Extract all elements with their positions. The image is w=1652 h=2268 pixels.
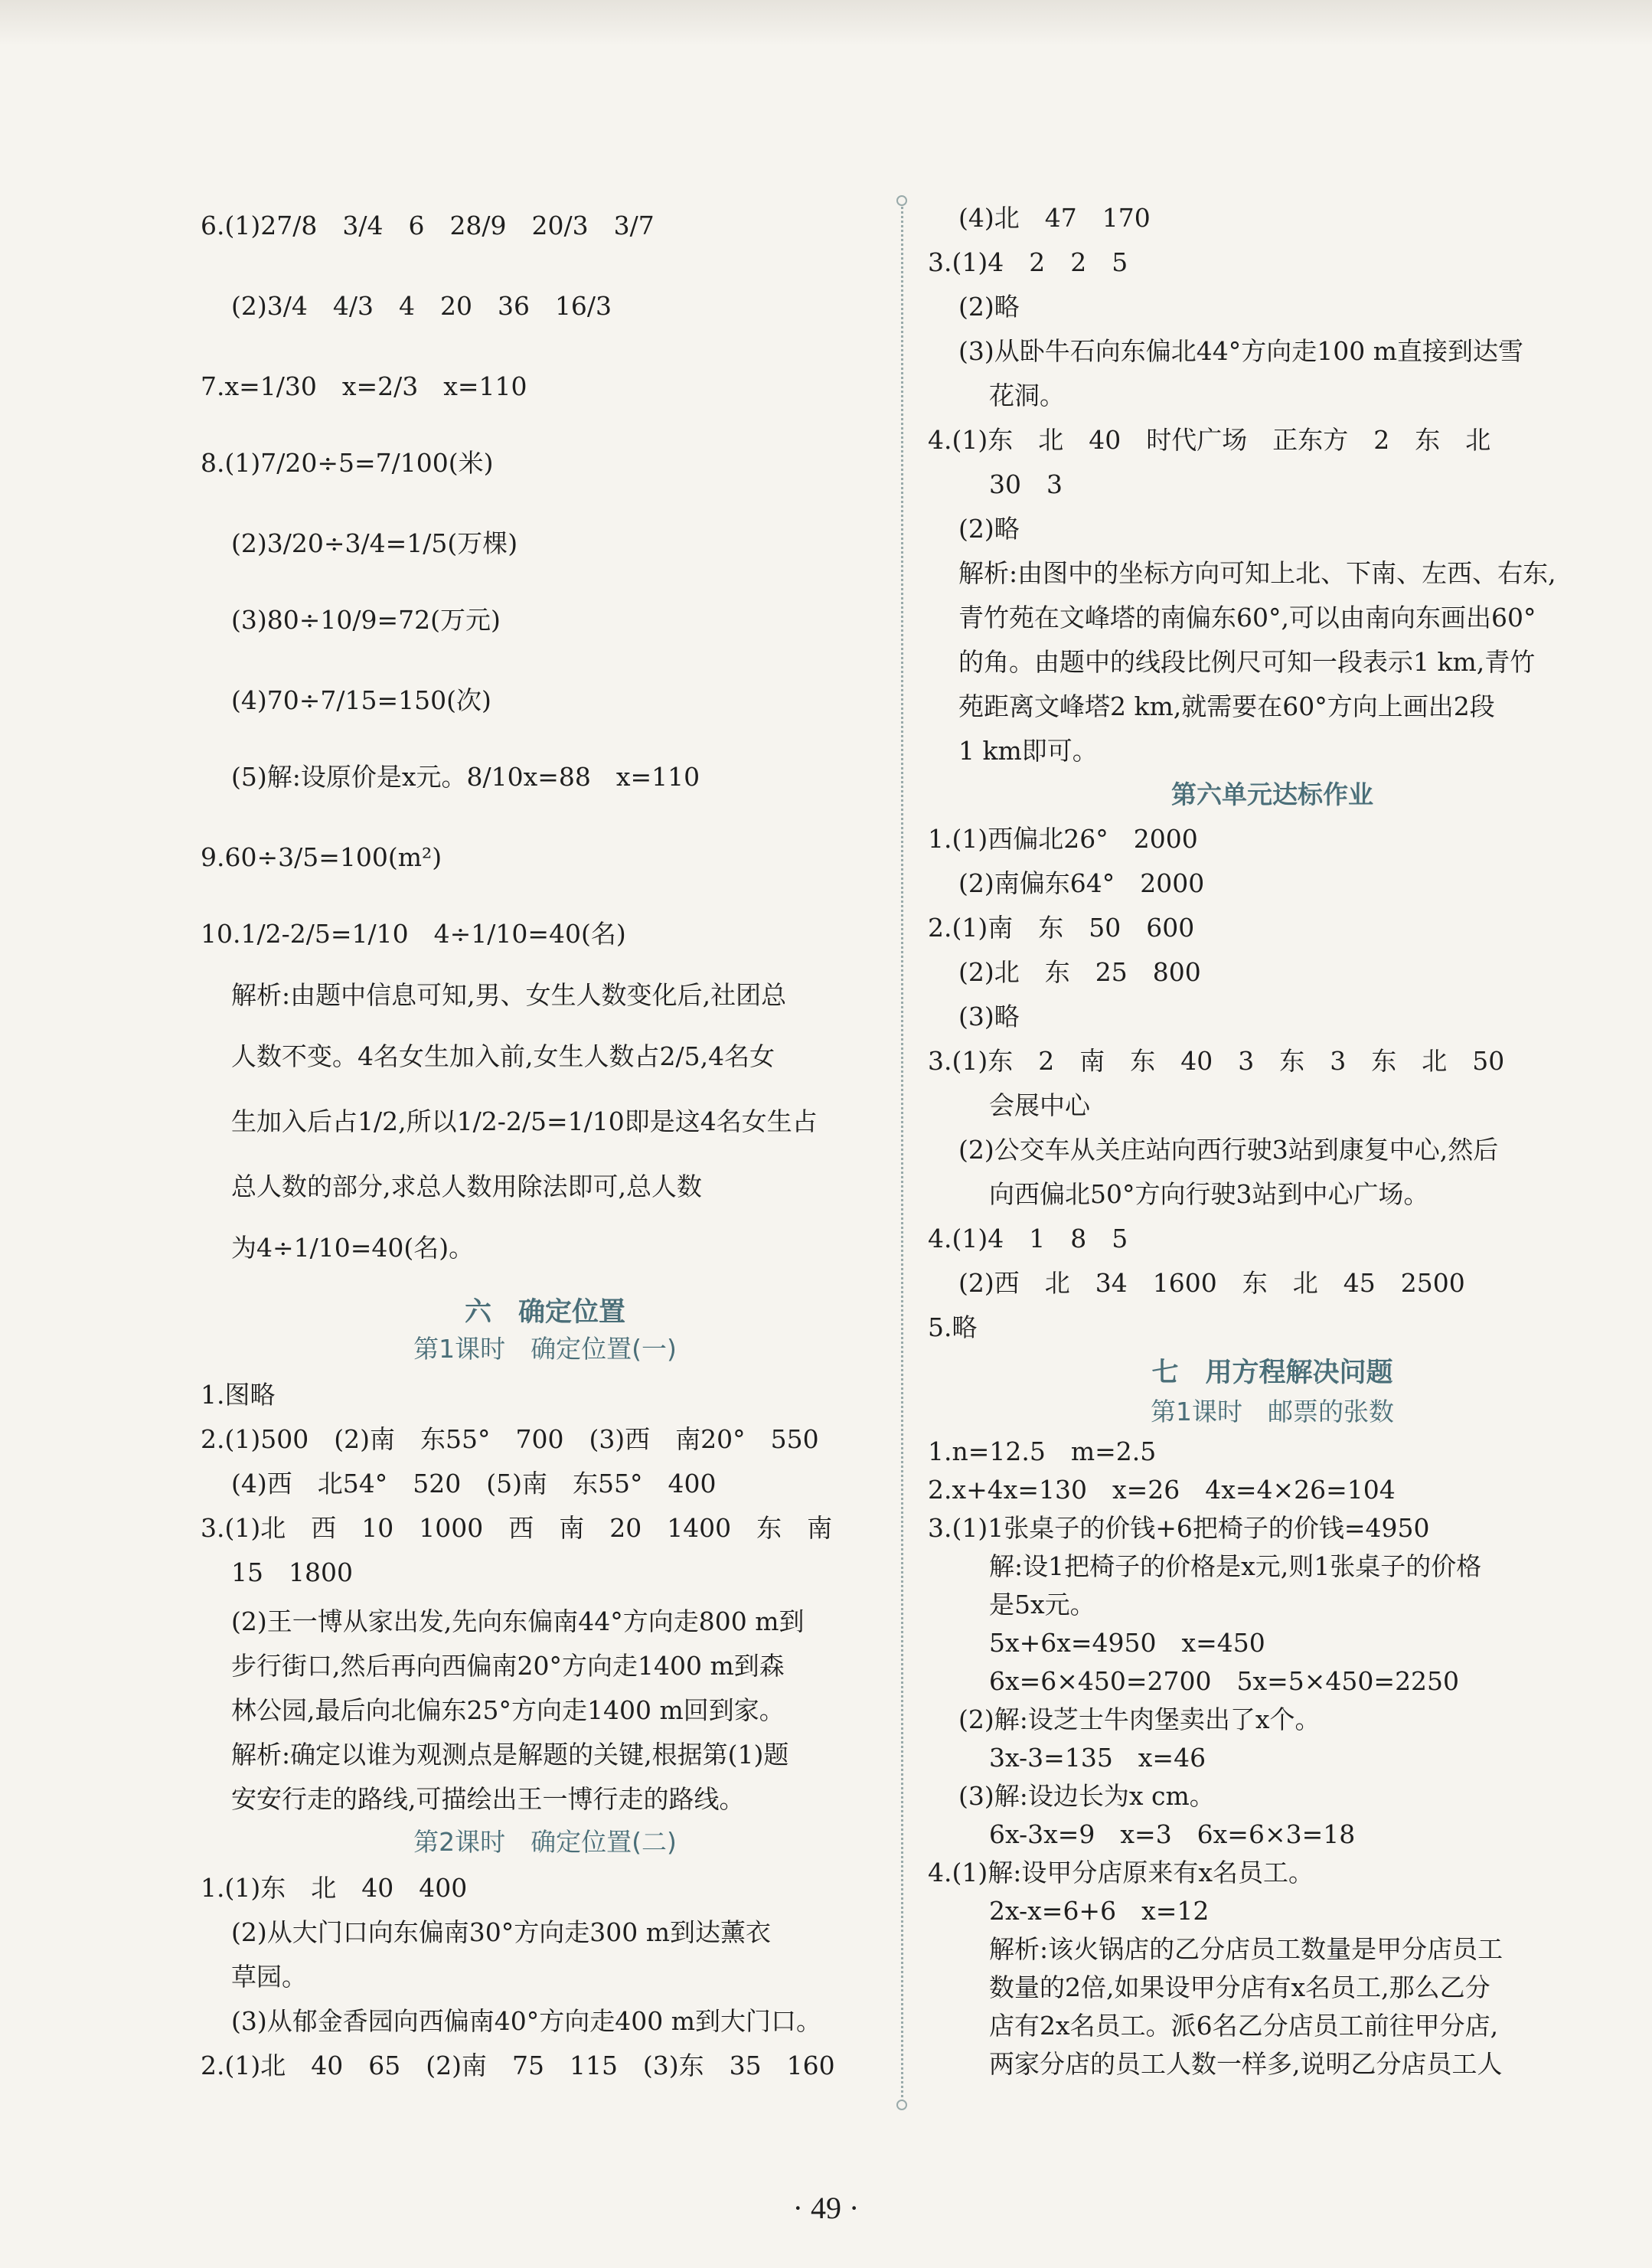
unit-homework-title: 第六单元达标作业 xyxy=(1171,779,1373,809)
answer-line: 会展中心 xyxy=(989,1090,1090,1120)
answer-line: 1.(1)东 北 40 400 xyxy=(201,1873,468,1903)
answer-line: 8.(1)7/20÷5=7/100(米) xyxy=(201,448,494,478)
analysis-line: 解析:由图中的坐标方向可知上北、下南、左西、右东, xyxy=(958,558,1556,588)
analysis-line: 总人数的部分,求总人数用除法即可,总人数 xyxy=(231,1172,702,1201)
answer-line: 草园。 xyxy=(231,1962,307,1992)
answer-line: 6x=6×450=2700 5x=5×450=2250 xyxy=(989,1666,1460,1696)
answer-line: 3.(1)1张桌子的价钱+6把椅子的价钱=4950 xyxy=(928,1513,1430,1543)
answer-line: (2)西 北 34 1600 东 北 45 2500 xyxy=(958,1268,1465,1298)
answer-line: 解:设1把椅子的价格是x元,则1张桌子的价格 xyxy=(989,1551,1482,1581)
answer-line: 1.图略 xyxy=(201,1380,276,1410)
answer-line: 向西偏北50°方向行驶3站到中心广场。 xyxy=(989,1179,1429,1209)
answer-line: (3)解:设边长为x cm。 xyxy=(958,1781,1215,1811)
answer-line: 2.(1)北 40 65 (2)南 75 115 (3)东 35 160 xyxy=(201,2051,835,2080)
answer-line: (2)公交车从关庄站向西行驶3站到康复中心,然后 xyxy=(958,1135,1499,1165)
answer-line: (4)70÷7/15=150(次) xyxy=(231,685,491,715)
answer-line: 花洞。 xyxy=(989,381,1065,410)
answer-line: (2)略 xyxy=(958,514,1020,544)
answer-line: 3.(1)4 2 2 5 xyxy=(928,247,1128,277)
page-top-shadow xyxy=(0,0,1652,46)
answer-line: 4.(1)东 北 40 时代广场 正东方 2 东 北 xyxy=(928,425,1491,455)
answer-line: 9.60÷3/5=100(m²) xyxy=(201,842,442,872)
answer-line: 4.(1)4 1 8 5 xyxy=(928,1224,1128,1253)
answer-line: 6x-3x=9 x=3 6x=6×3=18 xyxy=(989,1819,1356,1849)
answer-line: 15 1800 xyxy=(231,1557,353,1587)
answer-line: 3x-3=135 x=46 xyxy=(989,1743,1206,1773)
analysis-line: 的角。由题中的线段比例尺可知一段表示1 km,青竹 xyxy=(958,647,1536,677)
answer-line: (2)北 东 25 800 xyxy=(958,957,1201,987)
answer-line: (3)略 xyxy=(958,1002,1020,1031)
answer-line: 3.(1)北 西 10 1000 西 南 20 1400 东 南 xyxy=(201,1513,833,1543)
column-divider xyxy=(901,203,903,2102)
answer-line: 2.(1)500 (2)南 东55° 700 (3)西 南20° 550 xyxy=(201,1424,819,1454)
answer-line: (4)西 北54° 520 (5)南 东55° 400 xyxy=(231,1469,717,1498)
answer-line: 30 3 xyxy=(989,469,1063,499)
answer-line: 5x+6x=4950 x=450 xyxy=(989,1628,1265,1658)
answer-line: 1.n=12.5 m=2.5 xyxy=(928,1436,1157,1466)
lesson-title: 第2课时 确定位置(二) xyxy=(413,1827,677,1857)
analysis-line: 青竹苑在文峰塔的南偏东60°,可以由南向东画出60° xyxy=(958,603,1536,632)
answer-line: (4)北 47 170 xyxy=(958,203,1151,233)
lesson-title: 第1课时 邮票的张数 xyxy=(1151,1397,1394,1426)
analysis-line: 为4÷1/10=40(名)。 xyxy=(231,1233,475,1263)
answer-line: (2)解:设芝士牛肉堡卖出了x个。 xyxy=(958,1704,1321,1734)
analysis-line: 安安行走的路线,可描绘出王一博行走的路线。 xyxy=(231,1784,745,1814)
answer-line: 7.x=1/30 x=2/3 x=110 xyxy=(201,371,527,401)
answer-line: 2x-x=6+6 x=12 xyxy=(989,1896,1210,1926)
answer-line: 2.x+4x=130 x=26 4x=4×26=104 xyxy=(928,1475,1396,1505)
answer-line: (5)解:设原价是x元。8/10x=88 x=110 xyxy=(231,762,700,792)
analysis-line: 苑距离文峰塔2 km,就需要在60°方向上画出2段 xyxy=(958,691,1495,721)
answer-line: 4.(1)解:设甲分店原来有x名员工。 xyxy=(928,1858,1314,1887)
analysis-line: 解析:该火锅店的乙分店员工数量是甲分店员工 xyxy=(989,1934,1503,1964)
answer-line: (2)3/20÷3/4=1/5(万棵) xyxy=(231,528,518,558)
answer-line: 10.1/2-2/5=1/10 4÷1/10=40(名) xyxy=(201,919,626,949)
analysis-line: 解析:由题中信息可知,男、女生人数变化后,社团总 xyxy=(231,980,787,1010)
answer-line: (3)从郁金香园向西偏南40°方向走400 m到大门口。 xyxy=(231,2006,822,2036)
page-number: · 49 · xyxy=(792,2191,860,2225)
analysis-line: 店有2x名员工。派6名乙分店员工前往甲分店, xyxy=(989,2011,1499,2041)
lesson-title: 第1课时 确定位置(一) xyxy=(413,1334,677,1364)
answer-line: 步行街口,然后再向西偏南20°方向走1400 m到森 xyxy=(231,1651,785,1681)
answer-line: 5.略 xyxy=(928,1312,978,1342)
analysis-line: 数量的2倍,如果设甲分店有x名员工,那么乙分 xyxy=(989,1972,1490,2002)
answer-line: (2)略 xyxy=(958,292,1020,322)
divider-end-dot xyxy=(896,195,907,206)
answer-line: 是5x元。 xyxy=(989,1590,1095,1619)
analysis-line: 人数不变。4名女生加入前,女生人数占2/5,4名女 xyxy=(231,1041,775,1071)
answer-line: (2)王一博从家出发,先向东偏南44°方向走800 m到 xyxy=(231,1606,805,1636)
answer-line: 1.(1)西偏北26° 2000 xyxy=(928,824,1198,854)
analysis-line: 解析:确定以谁为观测点是解题的关键,根据第(1)题 xyxy=(231,1740,789,1770)
analysis-line: 1 km即可。 xyxy=(958,736,1098,766)
section-title: 七 用方程解决问题 xyxy=(1151,1358,1393,1388)
answer-line: 3.(1)东 2 南 东 40 3 东 3 东 北 50 xyxy=(928,1046,1505,1076)
analysis-line: 生加入后占1/2,所以1/2-2/5=1/10即是这4名女生占 xyxy=(231,1106,818,1136)
answer-line: (2)南偏东64° 2000 xyxy=(958,868,1205,898)
answer-line: (3)80÷10/9=72(万元) xyxy=(231,605,501,635)
answer-line: 6.(1)27/8 3/4 6 28/9 20/3 3/7 xyxy=(201,211,655,240)
answer-line: 林公园,最后向北偏东25°方向走1400 m回到家。 xyxy=(231,1695,785,1725)
analysis-line: 两家分店的员工人数一样多,说明乙分店员工人 xyxy=(989,2049,1503,2079)
answer-line: (3)从卧牛石向东偏北44°方向走100 m直接到达雪 xyxy=(958,336,1524,366)
answer-line: (2)从大门口向东偏南30°方向走300 m到达薰衣 xyxy=(231,1917,772,1947)
divider-end-dot xyxy=(896,2100,907,2110)
answer-line: 2.(1)南 东 50 600 xyxy=(928,913,1195,943)
section-title: 六 确定位置 xyxy=(464,1297,625,1328)
answer-line: (2)3/4 4/3 4 20 36 16/3 xyxy=(231,291,612,321)
